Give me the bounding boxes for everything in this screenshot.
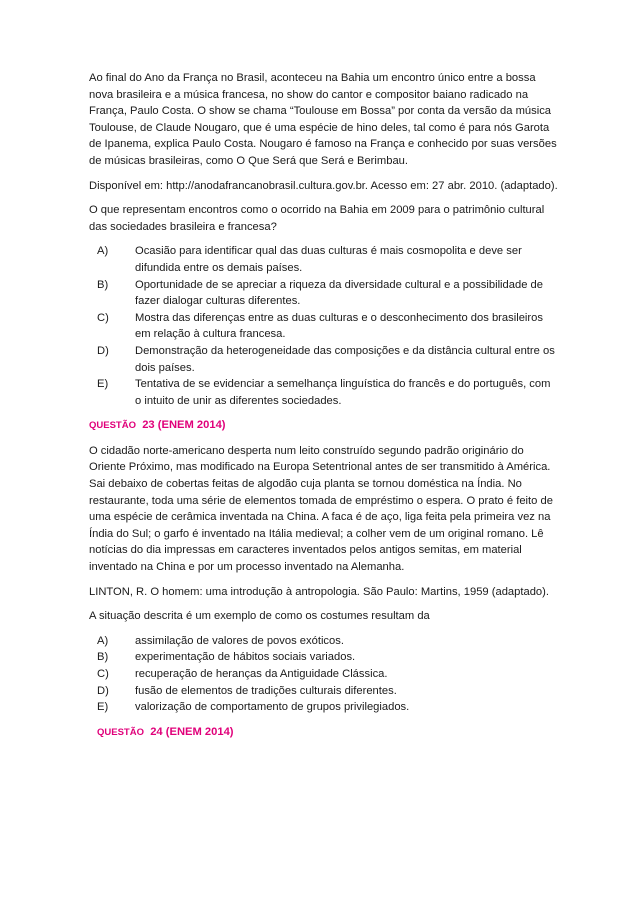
option-text: Mostra das diferenças entre as duas culturas e o desconhecimento dos brasileiros em relação à cultura francesa. xyxy=(135,311,543,341)
option-text: Ocasião para identificar qual das duas culturas é mais cosmopolita e deve ser difundida entre os demais países. xyxy=(135,245,522,274)
option-text: Demonstração da heterogeneidade das composições e da distância cultural entre os dois países. xyxy=(135,344,555,374)
passage-source: Disponível em: http://anodafrancanobrasil.cultura.gov.br. Acesso em: 27 abr. 2010. (adaptado). xyxy=(89,179,558,192)
option-text: experimentação de hábitos sociais variados. xyxy=(135,651,356,664)
option-letter: E) xyxy=(97,378,109,391)
option-text: fusão de elementos de tradições culturais diferentes. xyxy=(135,684,397,697)
option-letter: D) xyxy=(97,684,109,697)
option-letter: E) xyxy=(97,701,109,714)
option-letter: B) xyxy=(97,651,109,664)
question-23-source: LINTON, R. O homem: uma introdução à antropologia. São Paulo: Martins, 1959 (adaptado). xyxy=(89,585,549,598)
passage-text: Ao final do Ano da França no Brasil, aconteceu na Bahia um encontro único entre a bossa nova brasileira e a música francesa, no show do cantor e compositor baiano radicado na França, Paulo Costa. O show se chama “Toulouse em Bossa” por conta da versão da música Toulouse, de Claude Nougaro, que é uma espécie de hino deles, tal como é para nós Garota de Ipanema, explica Paulo Costa. Nougaro é famoso na França e conhecido por suas versões de músicas brasileiras, como O Que Será que Será e Berimbau. xyxy=(89,72,557,167)
option-text: assimilação de valores de povos exóticos. xyxy=(135,634,344,647)
option-a[interactable] xyxy=(97,243,559,276)
option-letter: A) xyxy=(97,245,109,258)
option-d[interactable] xyxy=(97,343,559,376)
question-23-heading xyxy=(89,417,559,435)
document-page xyxy=(89,70,559,749)
option-a[interactable] xyxy=(97,633,559,650)
option-list xyxy=(89,633,559,716)
option-b[interactable] xyxy=(97,277,559,310)
option-list xyxy=(89,243,559,409)
option-c[interactable] xyxy=(97,310,559,343)
question-number: 24 (ENEM 2014) xyxy=(150,725,234,738)
option-e[interactable] xyxy=(97,376,559,409)
question-23-text: O cidadão norte-americano desperta num leito construído segundo padrão originário do Oriente Próximo, mas modificado na Europa Setentrional antes de ser transmitido à América. Sai debaixo de cobertas feitas de algodão cuja planta se tornou doméstica na Índia. No restaurante, toda uma série de elementos tomada de empréstimo o espera. O prato é feito de uma espécie de cerâmica inventada na China. A faca é de aço, liga feita pela primeira vez na Índia do Sul; o garfo é inventado na Itália medieval; a colher vem de um original romano. Lê notícias do dia impressas em caracteres inventados pelos antigos semitas, em material inventado na China e por um processo inventado na Alemanha. xyxy=(89,444,553,574)
option-text: valorização de comportamento de grupos privilegiados. xyxy=(135,701,410,714)
question-23-stem: A situação descrita é um exemplo de como os costumes resultam da xyxy=(89,610,430,623)
option-letter: D) xyxy=(97,344,109,357)
option-text: Tentativa de se evidenciar a semelhança linguística do francês e do português, com o intuito de unir as diferentes sociedades. xyxy=(135,378,551,407)
question-label: QUESTÃO xyxy=(97,726,144,738)
question-24-heading xyxy=(97,724,559,742)
option-letter: C) xyxy=(97,668,109,680)
option-b[interactable] xyxy=(97,649,559,666)
question-stem: O que representam encontros como o ocorrido na Bahia em 2009 para o patrimônio cultural das sociedades brasileira e francesa? xyxy=(89,204,545,233)
option-text: recuperação de heranças da Antiguidade Clássica. xyxy=(135,668,388,680)
question-number: 23 (ENEM 2014) xyxy=(142,419,226,432)
option-e[interactable] xyxy=(97,699,559,716)
option-letter: A) xyxy=(97,634,109,647)
option-letter: B) xyxy=(97,278,109,291)
option-text: Oportunidade de se apreciar a riqueza da diversidade cultural e a possibilidade de fazer dialogar culturas diferentes. xyxy=(135,278,543,308)
option-letter: C) xyxy=(97,311,109,324)
option-d[interactable] xyxy=(97,683,559,700)
option-c[interactable] xyxy=(97,666,559,683)
question-label: QUESTÃO xyxy=(89,420,136,432)
